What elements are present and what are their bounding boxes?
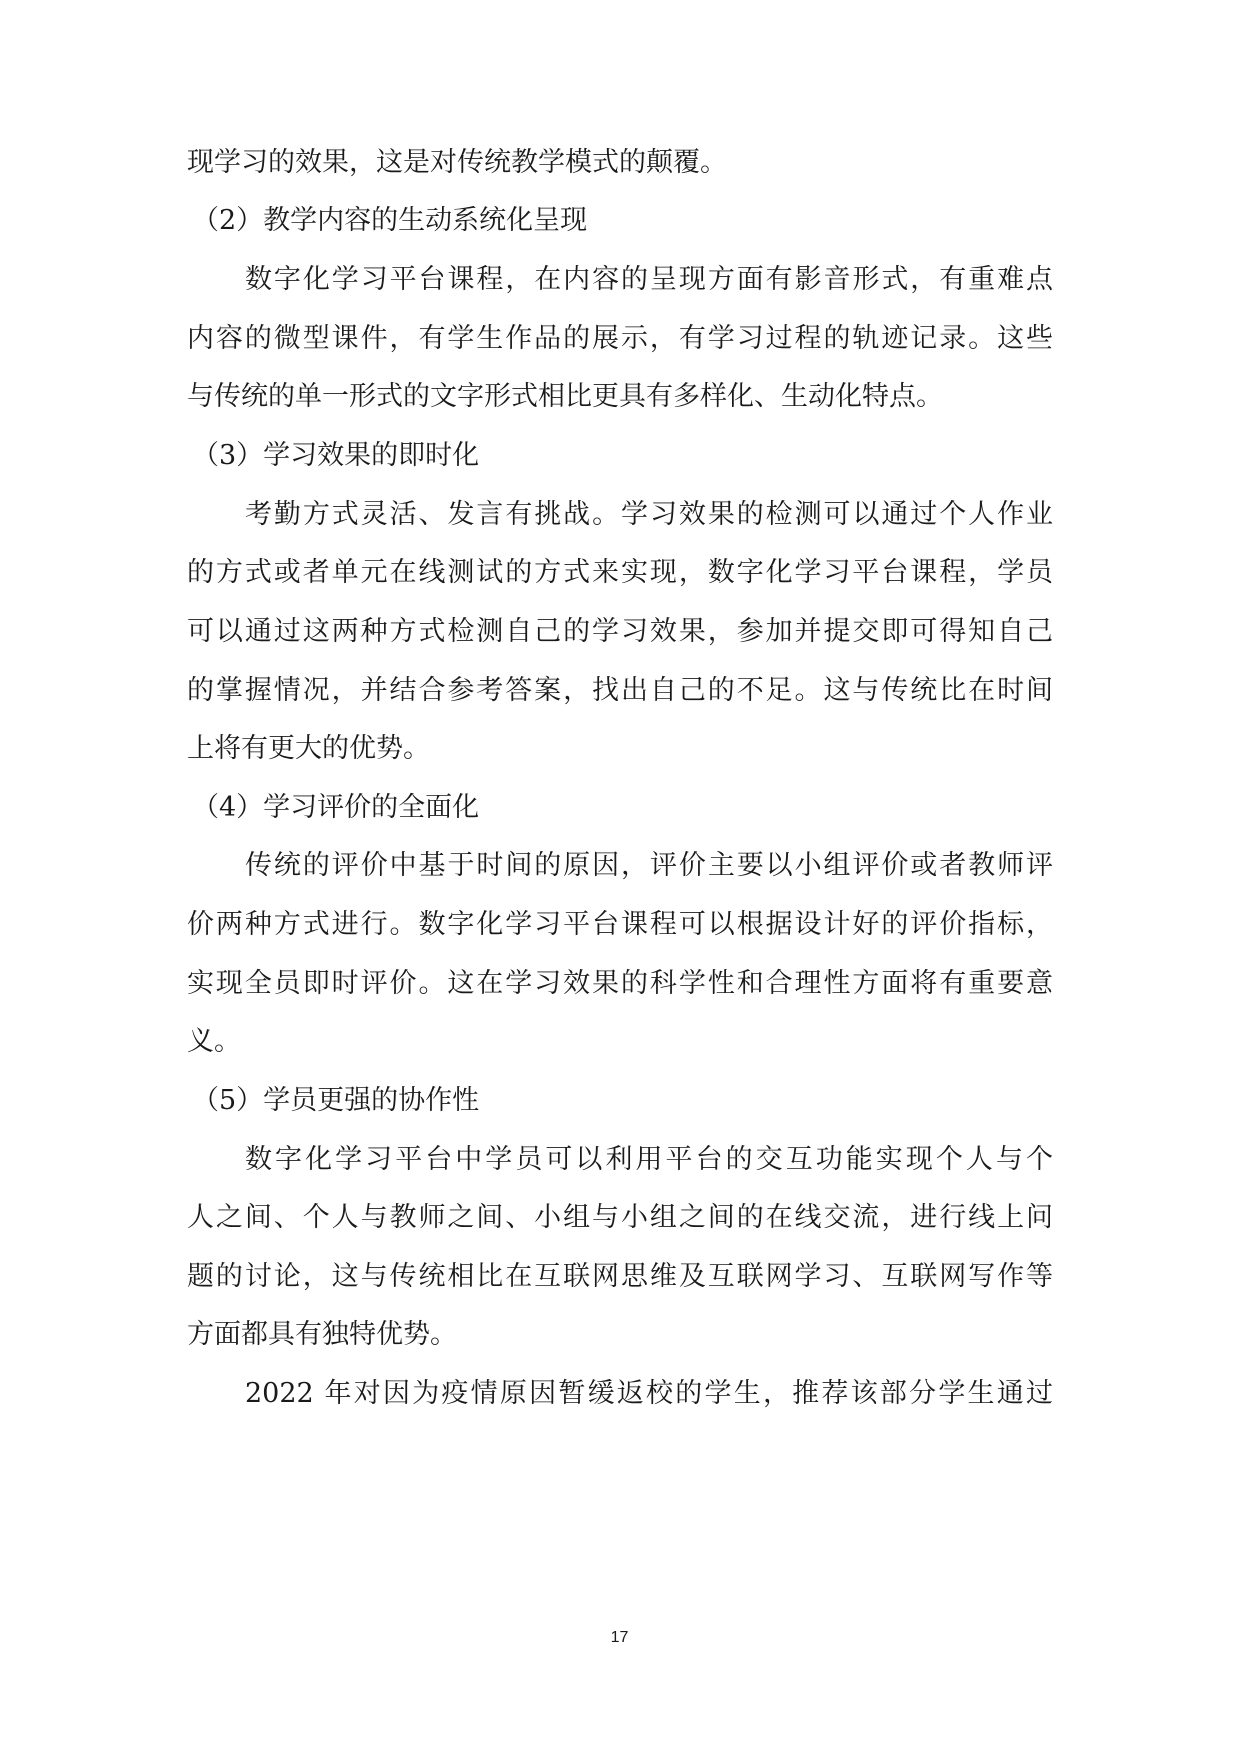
section-heading: （5）学员更强的协作性 — [192, 1085, 480, 1116]
section-heading: （4）学习评价的全面化 — [192, 792, 480, 823]
body-text-line: 内容的微型课件，有学生作品的展示，有学习过程的轨迹记录。这些 — [187, 323, 1053, 354]
body-text-line: 方面都具有独特优势。 — [187, 1319, 457, 1350]
section-heading: （2）教学内容的生动系统化呈现 — [192, 205, 588, 236]
body-text-line: 题的讨论，这与传统相比在互联网思维及互联网学习、互联网写作等 — [187, 1261, 1053, 1292]
body-text-line: 实现全员即时评价。这在学习效果的科学性和合理性方面将有重要意 — [187, 968, 1053, 999]
paragraph-first-line: 2022 年对因为疫情原因暂缓返校的学生，推荐该部分学生通过 — [245, 1378, 1053, 1409]
body-text-line: 可以通过这两种方式检测自己的学习效果，参加并提交即可得知自己 — [187, 616, 1053, 647]
body-text-line: 价两种方式进行。数字化学习平台课程可以根据设计好的评价指标， — [187, 909, 1053, 940]
page-number: 17 — [610, 1629, 629, 1646]
body-text-line: 与传统的单一形式的文字形式相比更具有多样化、生动化特点。 — [187, 381, 943, 412]
paragraph-first-line: 数字化学习平台课程，在内容的呈现方面有影音形式，有重难点 — [245, 264, 1053, 295]
body-text-line: 义。 — [187, 1026, 241, 1057]
paragraph-first-line: 数字化学习平台中学员可以利用平台的交互功能实现个人与个 — [245, 1144, 1053, 1175]
paragraph-first-line: 考勤方式灵活、发言有挑战。学习效果的检测可以通过个人作业 — [245, 499, 1053, 530]
body-text-line: 人之间、个人与教师之间、小组与小组之间的在线交流，进行线上问 — [187, 1202, 1053, 1233]
body-text-line: 上将有更大的优势。 — [187, 733, 430, 764]
body-text-line: 的方式或者单元在线测试的方式来实现，数字化学习平台课程，学员 — [187, 557, 1053, 588]
section-heading: （3）学习效果的即时化 — [192, 440, 480, 471]
paragraph-first-line: 传统的评价中基于时间的原因，评价主要以小组评价或者教师评 — [245, 850, 1053, 881]
body-text-line: 现学习的效果，这是对传统教学模式的颠覆。 — [187, 147, 727, 178]
body-text-line: 的掌握情况，并结合参考答案，找出自己的不足。这与传统比在时间 — [187, 675, 1053, 706]
